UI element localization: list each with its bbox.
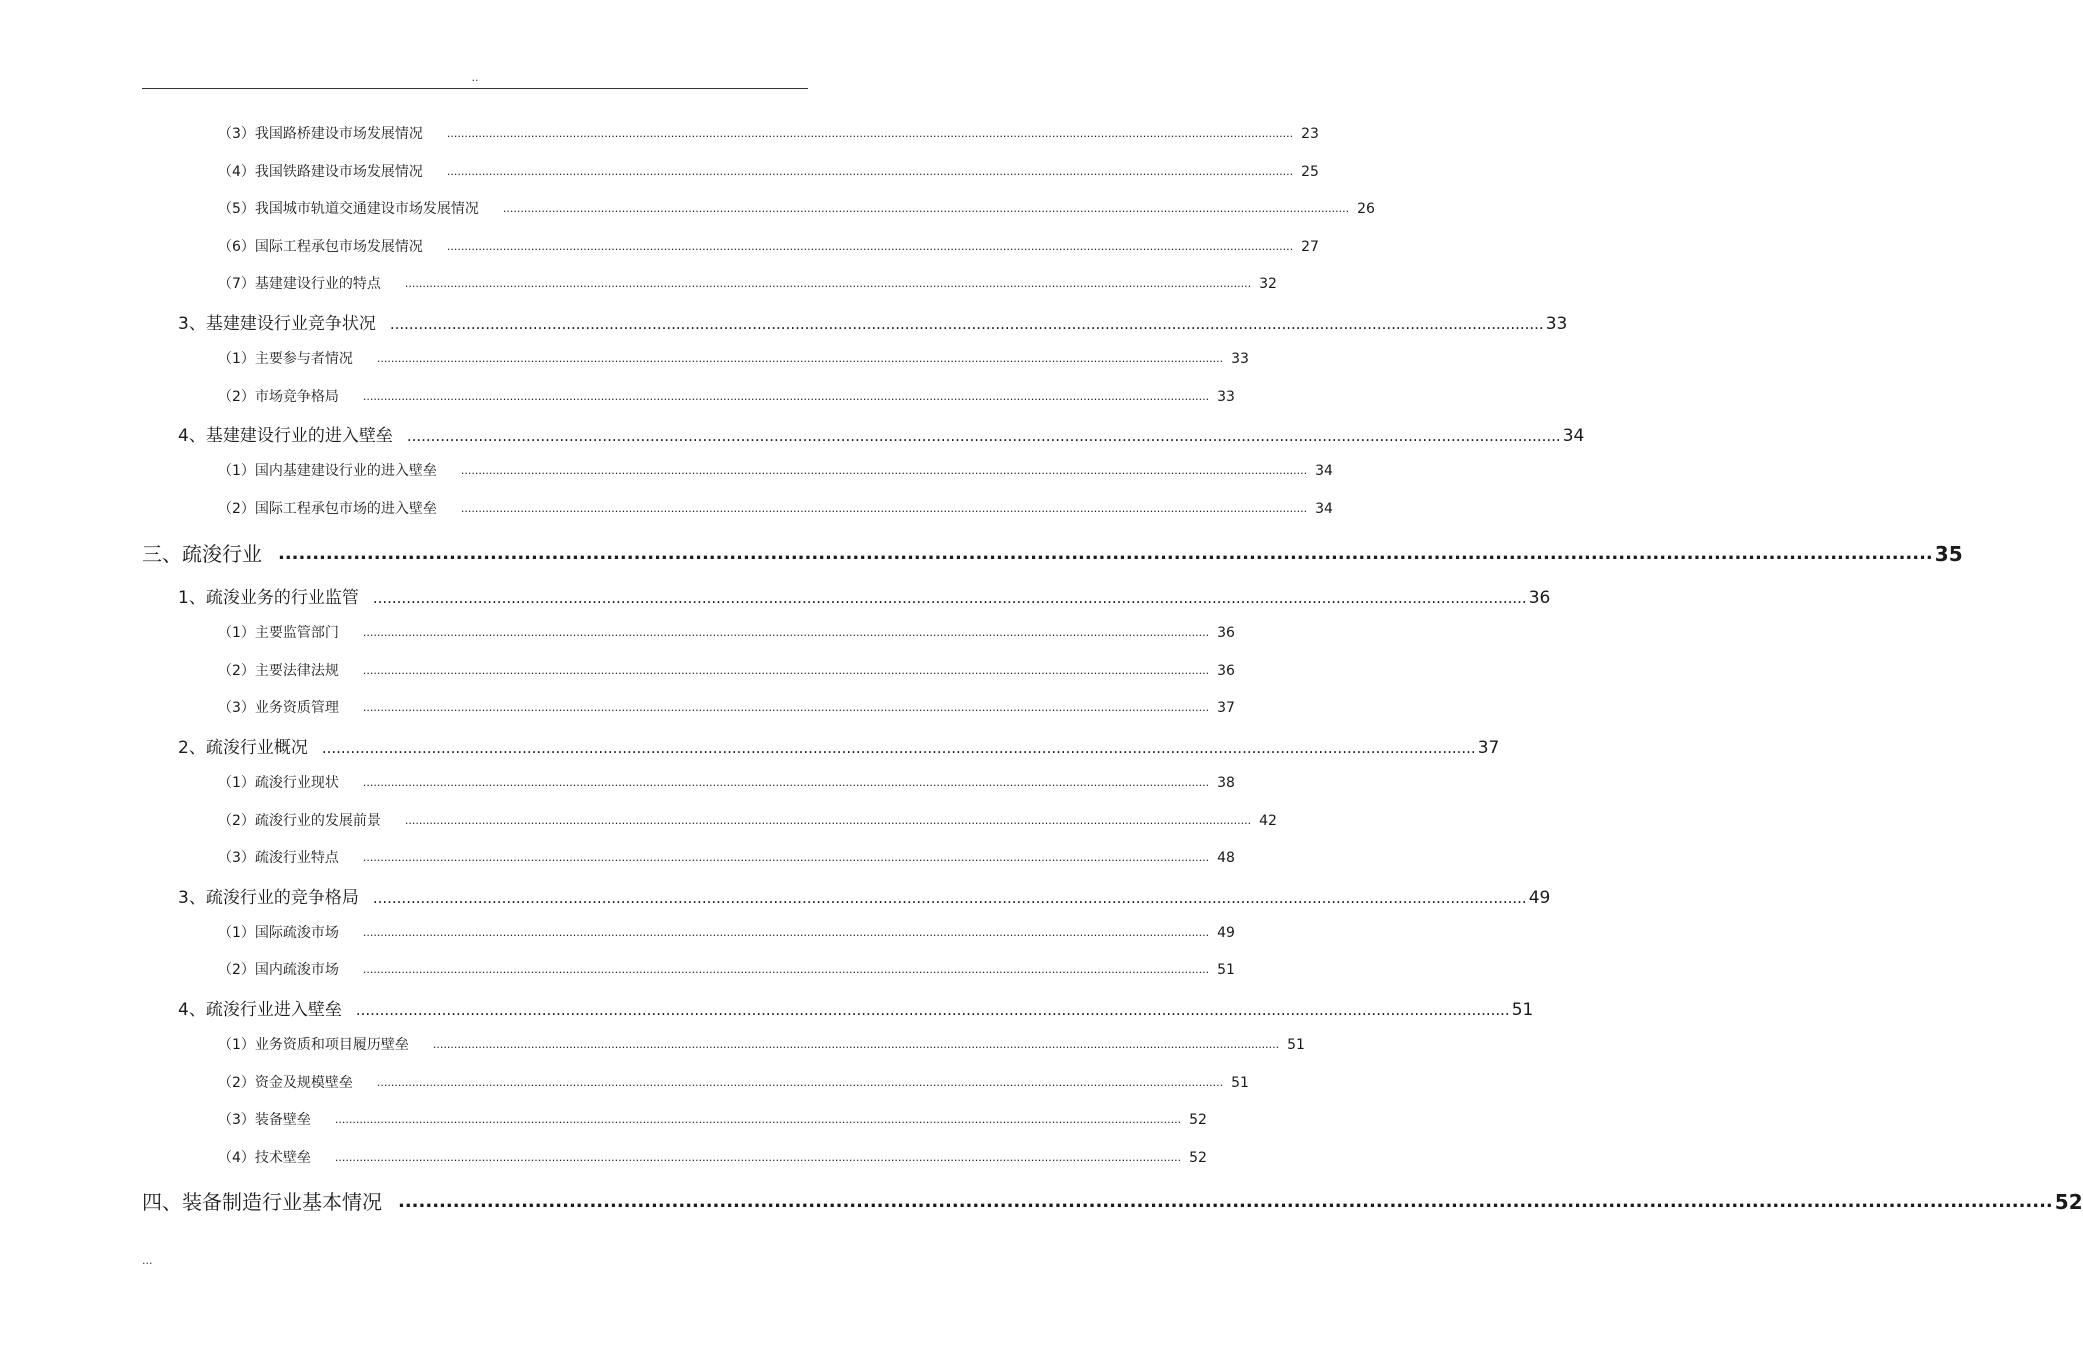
toc-entry[interactable] <box>218 661 1235 681</box>
header-mark: .. <box>471 71 479 84</box>
toc-leader-dots: .................................................................................................................................................................................................................................................. <box>362 851 1210 864</box>
toc-page-number: 34 <box>1562 426 1585 446</box>
toc-entry-label: （2）主要法律法规 <box>218 663 339 679</box>
toc-page-number: 34 <box>1315 463 1333 479</box>
toc-entry[interactable] <box>178 886 1551 910</box>
toc-entry-label: （3）疏浚行业特点 <box>218 850 339 866</box>
toc-entry[interactable] <box>218 124 1319 144</box>
toc-entry-label: 4、疏浚行业进入壁垒 <box>178 1000 342 1020</box>
toc-leader-dots: .................................................................................................................................................................................................................................................. <box>362 390 1210 403</box>
toc-leader-dots: .................................................................................................................................................................................................................................................. <box>446 240 1294 253</box>
footer-mark: ... <box>142 1254 153 1267</box>
toc-entry[interactable] <box>218 349 1249 369</box>
toc-entry[interactable] <box>218 848 1235 868</box>
toc-entry-label: （3）业务资质管理 <box>218 700 339 716</box>
toc-page-number: 36 <box>1528 588 1551 608</box>
toc-page-number: 51 <box>1231 1075 1249 1091</box>
toc-entry-label: （2）资金及规模壁垒 <box>218 1075 353 1091</box>
toc-page-number: 33 <box>1217 389 1235 405</box>
toc-leader-dots: .................................................................................................................................................................................................................................................. <box>334 1113 1182 1126</box>
toc-entry[interactable] <box>218 773 1235 793</box>
toc-entry-label: （1）主要监管部门 <box>218 625 339 641</box>
toc-entry[interactable] <box>218 237 1319 257</box>
toc-entry-label: （2）市场竞争格局 <box>218 389 339 405</box>
toc-page-number: 33 <box>1231 351 1249 367</box>
toc-entry[interactable] <box>178 998 1534 1022</box>
toc-entry-label: 1、疏浚业务的行业监管 <box>178 588 359 608</box>
toc-entry-label: （2）国际工程承包市场的进入壁垒 <box>218 501 437 517</box>
toc-leader-dots: .................................................................................................................................................................................................................................................. <box>362 701 1210 714</box>
toc-entry[interactable] <box>218 960 1235 980</box>
toc-page-number: 38 <box>1217 775 1235 791</box>
toc-page-number: 52 <box>1189 1150 1207 1166</box>
toc-leader-dots: .................................................................................................................................................................................................................................................. <box>321 739 1476 757</box>
toc-leader-dots: .................................................................................................................................................................................................................................................. <box>446 165 1294 178</box>
toc-leader-dots: .................................................................................................................................................................................................................................................. <box>362 664 1210 677</box>
toc-entry-label: （3）我国路桥建设市场发展情况 <box>218 126 423 142</box>
toc-entry-chapter[interactable] <box>142 1188 2083 1216</box>
toc-entry[interactable] <box>218 387 1235 407</box>
toc-page-number: 49 <box>1528 888 1551 908</box>
toc-page-number: 49 <box>1217 925 1235 941</box>
toc-entry[interactable] <box>178 736 1500 760</box>
toc-leader-dots: .................................................................................................................................................................................................................................................. <box>502 202 1350 215</box>
toc-entry-label: （4）我国铁路建设市场发展情况 <box>218 164 423 180</box>
toc-entry-chapter[interactable] <box>142 540 1963 568</box>
toc-page-number: 23 <box>1301 126 1319 142</box>
toc-leader-dots: .................................................................................................................................................................................................................................................. <box>376 352 1224 365</box>
toc-entry-label: 2、疏浚行业概况 <box>178 738 308 758</box>
toc-leader-dots: .................................................................................................................................................................................................................................................. <box>372 589 1527 607</box>
toc-entry[interactable] <box>218 623 1235 643</box>
toc-entry-label: 三、疏浚行业 <box>142 542 262 566</box>
toc-page-number: 33 <box>1545 314 1568 334</box>
toc-leader-dots: .................................................................................................................................................................................................................................................. <box>362 926 1210 939</box>
toc-page-number: 27 <box>1301 239 1319 255</box>
toc-entry-label: （1）业务资质和项目履历壁垒 <box>218 1037 409 1053</box>
toc-page-number: 42 <box>1259 813 1277 829</box>
toc-page-number: 34 <box>1315 501 1333 517</box>
toc-page-number: 48 <box>1217 850 1235 866</box>
toc-page-number: 51 <box>1287 1037 1305 1053</box>
toc-entry-label: （7）基建建设行业的特点 <box>218 276 381 292</box>
toc-page-number: 36 <box>1217 663 1235 679</box>
toc-leader-dots: .................................................................................................................................................................................................................................................. <box>334 1151 1182 1164</box>
toc-entry-label: （4）技术壁垒 <box>218 1150 311 1166</box>
toc-leader-dots: .................................................................................................................................................................................................................................................. <box>376 1076 1224 1089</box>
toc-entry-label: 3、基建建设行业竞争状况 <box>178 314 376 334</box>
toc-leader-dots: .................................................................................................................................................................................................................................................. <box>398 1191 2053 1212</box>
toc-entry-label: 4、基建建设行业的进入壁垒 <box>178 426 393 446</box>
toc-page-number: 35 <box>1934 542 1963 566</box>
toc-page-number: 51 <box>1217 962 1235 978</box>
toc-entry-label: （1）疏浚行业现状 <box>218 775 339 791</box>
toc-entry-label: （2）国内疏浚市场 <box>218 962 339 978</box>
toc-entry-label: （6）国际工程承包市场发展情况 <box>218 239 423 255</box>
toc-leader-dots: .................................................................................................................................................................................................................................................. <box>372 889 1527 907</box>
toc-entry[interactable] <box>218 499 1333 519</box>
toc-leader-dots: .................................................................................................................................................................................................................................................. <box>404 814 1252 827</box>
toc-entry[interactable] <box>218 274 1277 294</box>
toc-leader-dots: .................................................................................................................................................................................................................................................. <box>446 127 1294 140</box>
toc-entry-label: （5）我国城市轨道交通建设市场发展情况 <box>218 201 479 217</box>
toc-entry[interactable] <box>218 811 1277 831</box>
toc-leader-dots: .................................................................................................................................................................................................................................................. <box>362 626 1210 639</box>
toc-entry-label: （1）国内基建建设行业的进入壁垒 <box>218 463 437 479</box>
toc-entry[interactable] <box>218 1148 1207 1168</box>
toc-entry[interactable] <box>218 1110 1207 1130</box>
toc-leader-dots: .................................................................................................................................................................................................................................................. <box>389 315 1544 333</box>
toc-entry[interactable] <box>218 698 1235 718</box>
toc-leader-dots: .................................................................................................................................................................................................................................................. <box>362 963 1210 976</box>
toc-leader-dots: .................................................................................................................................................................................................................................................. <box>406 427 1561 445</box>
toc-entry-label: （1）国际疏浚市场 <box>218 925 339 941</box>
toc-leader-dots: .................................................................................................................................................................................................................................................. <box>460 464 1308 477</box>
toc-page-number: 37 <box>1477 738 1500 758</box>
toc-entry[interactable] <box>218 1073 1249 1093</box>
toc-entry-label: （1）主要参与者情况 <box>218 351 353 367</box>
toc-leader-dots: .................................................................................................................................................................................................................................................. <box>355 1001 1510 1019</box>
toc-entry[interactable] <box>178 586 1551 610</box>
toc-entry-label: 四、装备制造行业基本情况 <box>142 1190 382 1214</box>
toc-leader-dots: .................................................................................................................................................................................................................................................. <box>460 502 1308 515</box>
toc-entry[interactable] <box>178 424 1585 448</box>
toc-entry-label: 3、疏浚行业的竞争格局 <box>178 888 359 908</box>
toc-entry[interactable] <box>218 923 1235 943</box>
toc-leader-dots: .................................................................................................................................................................................................................................................. <box>432 1038 1280 1051</box>
toc-page-number: 52 <box>2054 1190 2083 1214</box>
toc-page-number: 52 <box>1189 1112 1207 1128</box>
toc-page-number: 51 <box>1511 1000 1534 1020</box>
toc-entry[interactable] <box>218 461 1333 481</box>
toc-page-number: 26 <box>1357 201 1375 217</box>
toc-entry[interactable] <box>218 199 1375 219</box>
toc-entry-label: （3）装备壁垒 <box>218 1112 311 1128</box>
toc-entry[interactable] <box>218 162 1319 182</box>
toc-leader-dots: .................................................................................................................................................................................................................................................. <box>404 277 1252 290</box>
toc-entry-label: （2）疏浚行业的发展前景 <box>218 813 381 829</box>
toc-page-number: 32 <box>1259 276 1277 292</box>
toc-entry[interactable] <box>178 312 1568 336</box>
toc-page-number: 25 <box>1301 164 1319 180</box>
toc-leader-dots: .................................................................................................................................................................................................................................................. <box>362 776 1210 789</box>
toc-page-number: 37 <box>1217 700 1235 716</box>
toc-entry[interactable] <box>218 1035 1305 1055</box>
toc-leader-dots: .................................................................................................................................................................................................................................................. <box>278 543 1933 564</box>
toc-page-number: 36 <box>1217 625 1235 641</box>
